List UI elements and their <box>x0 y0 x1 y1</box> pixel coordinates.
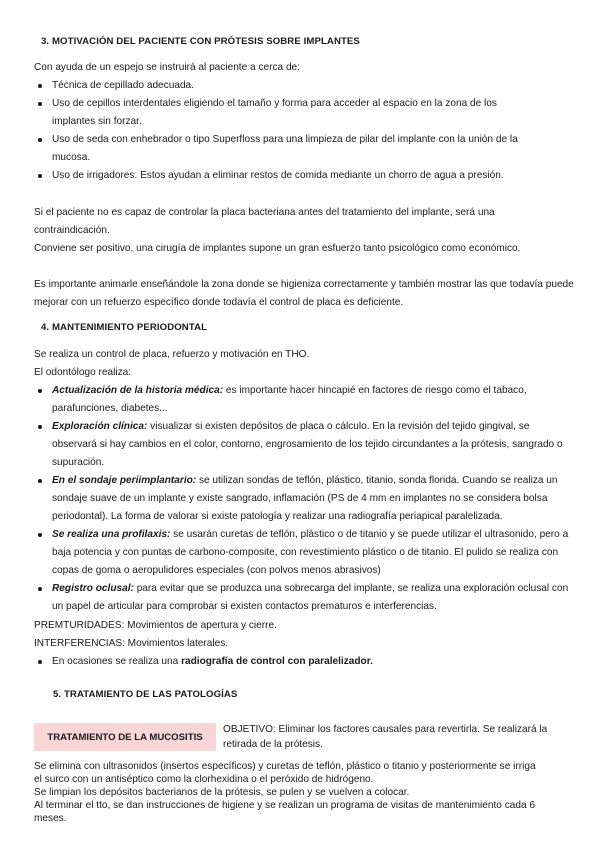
bullet-icon <box>38 174 42 178</box>
objective-text: OBJETIVO: Eliminar los factores causales para revertirla. Se realizará la retirada de la prótesis. <box>223 724 548 750</box>
bullet-icon <box>38 102 42 106</box>
bullet-icon <box>38 660 42 664</box>
treatment-line-3: Al terminar el tto, se dan instrucciones de higiene y se realizan un programa de visitas de mantenimiento cada 6 meses. <box>34 800 536 824</box>
section-3-paragraph-2: Conviene ser positivo, una cirugía de implantes supone un gran esfuerzo tanto psicológico como económico. <box>34 243 521 254</box>
bullet-icon <box>38 425 42 429</box>
list-item: Uso de cepillos interdentales eligiendo el tamaño y forma para acceder al espacio en la zona de los implantes sin forzar. <box>34 95 574 131</box>
section-3-paragraph-1: Si el paciente no es capaz de controlar la placa bacteriana antes del tratamiento del implante, será una contraindicación. <box>34 207 495 236</box>
interferencias-line: INTERFERENCIAS: Movimientos laterales. <box>34 638 229 649</box>
section-4-final-list <box>34 653 574 671</box>
section-3-paragraph-3: Es importante animarle enseñándole la zona donde se higieniza correctamente y también mostrar las que todavía puede mejorar con un refuerzo específico donde todavía el control de placa es deficiente. <box>34 279 574 308</box>
list-item: Uso de irrigadores. Estos ayudan a eliminar restos de comida mediante un chorro de agua a presión. <box>34 167 574 185</box>
list-item: En ocasiones se realiza una radiografía de control con paralelizador. <box>34 653 574 671</box>
list-item: Técnica de cepillado adecuada. <box>34 77 574 95</box>
section-3-title: 3. MOTIVACIÓN DEL PACIENTE CON PRÓTESIS SOBRE IMPLANTES <box>41 36 360 47</box>
bullet-icon <box>38 138 42 142</box>
bullet-icon <box>38 479 42 483</box>
list-item: Se realiza una profilaxis: se usarán curetas de teflón, plástico o de titanio y se puede utilizar el ultrasonido, pero a baja potencia y con puntas de carbono-composite, con revestimiento plástico o de titanio. El pulido se realiza con copas de goma o aeropulidores especiales (con polvos menos abrasivos) <box>34 526 574 580</box>
bullet-icon <box>38 587 42 591</box>
list-item: Exploración clínica: visualizar si existen depósitos de placa o cálculo. En la revisión del tejido gingival, se observará si hay cambios en el color, contorno, engrosamiento de los tejido circundantes a la prótesis, sangrado o supuración. <box>34 418 574 472</box>
section-4-title: 4. MANTENIMIENTO PERIODONTAL <box>41 322 208 333</box>
list-item: Registro oclusal: para evitar que se produzca una sobrecarga del implante, se realiza una exploración oclusal con un papel de articular para comprobar si existen contactos prematuros e interferencias. <box>34 580 574 616</box>
section-3-intro: Con ayuda de un espejo se instruirá al paciente a cerca de: <box>34 62 300 73</box>
section-3-bullet-list <box>34 77 574 185</box>
mucositis-tag: TRATAMIENTO DE LA MUCOSITIS <box>34 723 216 751</box>
bullet-icon <box>38 533 42 537</box>
section-4-bullet-list <box>34 382 574 616</box>
bullet-icon <box>38 84 42 88</box>
bullet-icon <box>38 389 42 393</box>
list-item: Actualización de la historia médica: es importante hacer hincapié en factores de riesgo como el tabaco, parafunciones, diabetes... <box>34 382 574 418</box>
treatment-line-1: Se elimina con ultrasonidos (insertos específicos) y curetas de teflón, plástico o titanio y posteriormente se irriga el surco con un antiséptico como la clorhexidina o el peróxido de hidrógeno. <box>34 761 536 785</box>
list-item: En el sondaje periimplantario: se utilizan sondas de teflón, plástico, titanio, sonda florida. Cuando se realiza un sondaje suave de un implante y existe sangrado, inflamación (PS de 4 mm en implantes no se considera bolsa periodontal). La forma de valorar si existe patología y realizar una radiografía periapical paralelizada. <box>34 472 574 526</box>
list-item: Uso de seda con enhebrador o tipo Superfloss para una limpieza de pilar del implante con la unión de la mucosa. <box>34 131 574 167</box>
section-4-line-1: Se realiza un control de placa, refuerzo y motivación en THO. <box>34 349 310 360</box>
section-4-line-2: El odontólogo realiza: <box>34 367 132 378</box>
premturidades-line: PREMTURIDADES: Movimientos de apertura y cierre. <box>34 620 277 631</box>
section-5-title: 5. TRATAMIENTO DE LAS PATOLOGÍAS <box>53 689 238 700</box>
treatment-line-2: Se limpian los depósitos bacterianos de la prótesis, se pulen y se vuelven a colocar. <box>34 787 410 798</box>
